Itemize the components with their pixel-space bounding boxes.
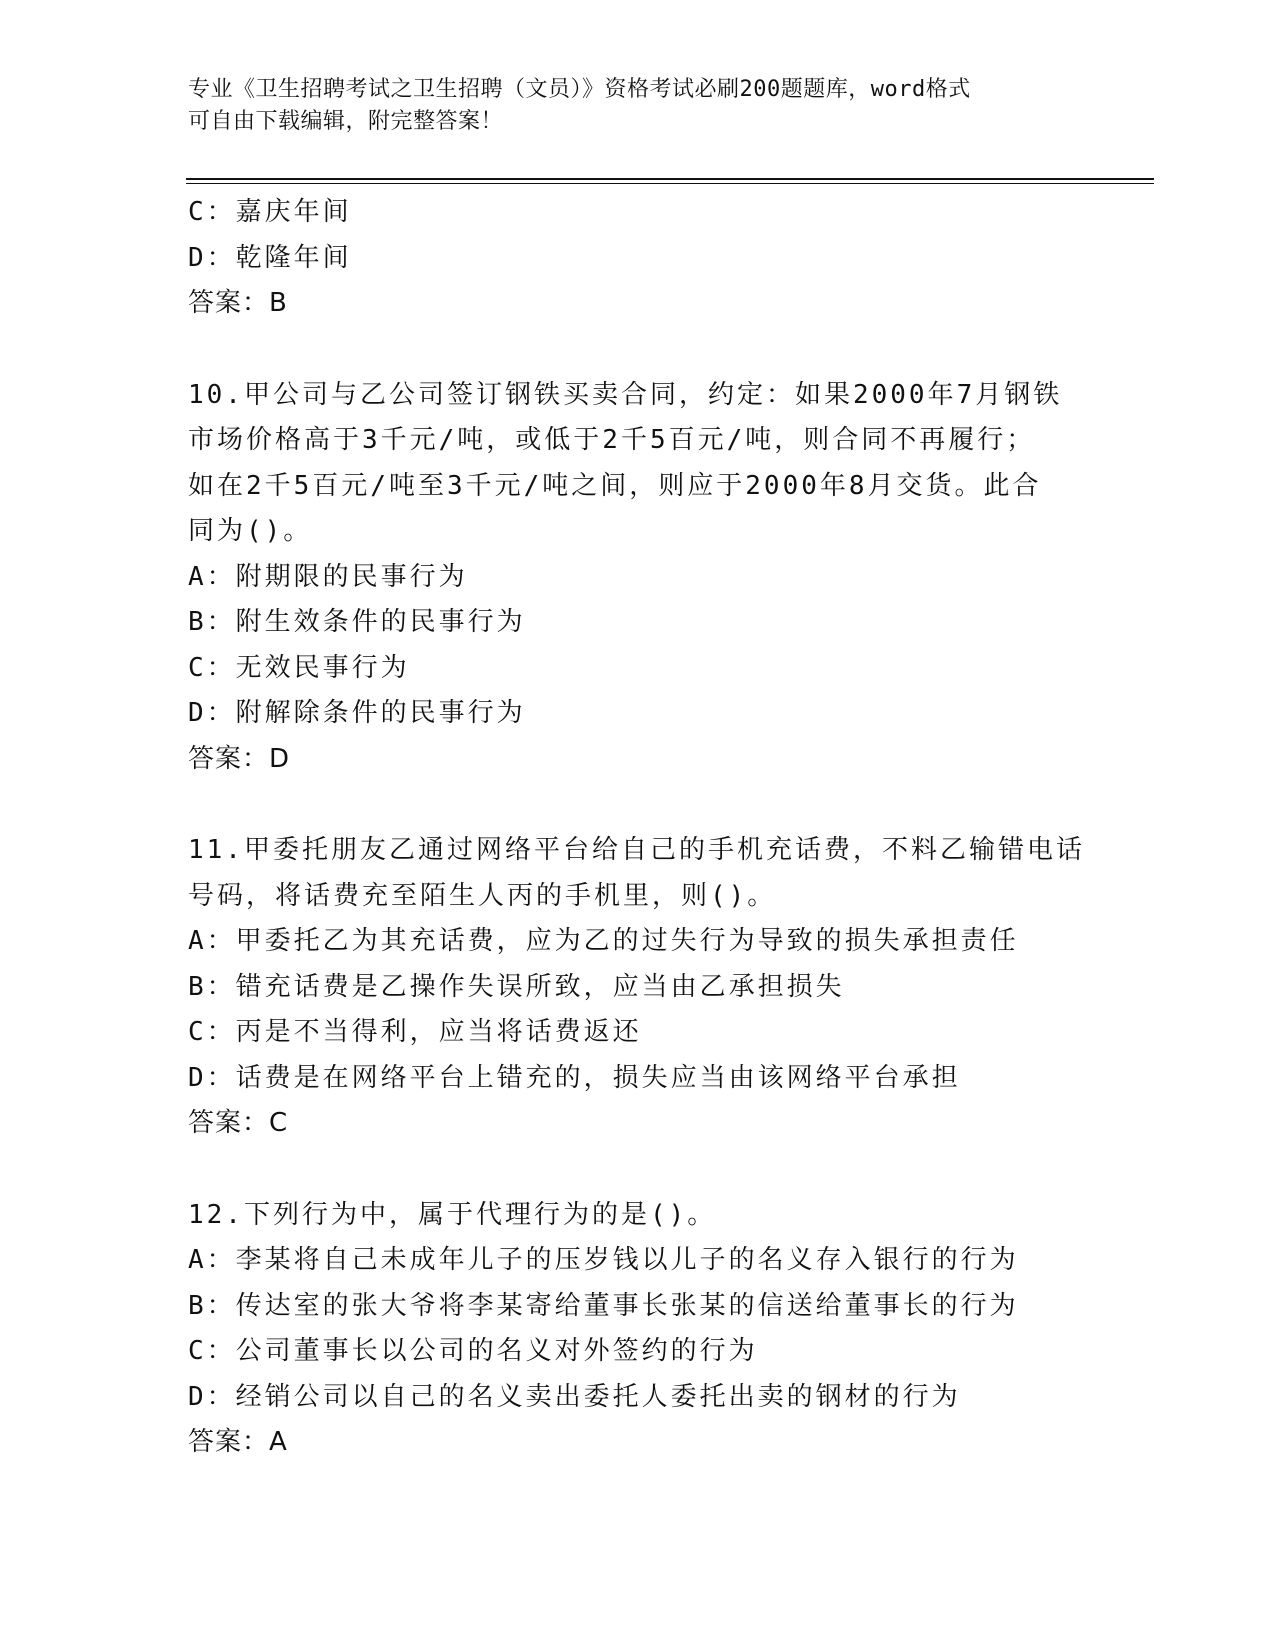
option-d: D：话费是在网络平台上错充的，损失应当由该网络平台承担 [188, 1062, 961, 1093]
option-b: B：附生效条件的民事行为 [188, 607, 526, 637]
option-a: A：李某将自己未成年儿子的压岁钱以儿子的名义存入银行的行为 [188, 1245, 1019, 1275]
option-a: A：附期限的民事行为 [188, 561, 468, 592]
question-12 [188, 1193, 1088, 1466]
option-c: C：丙是不当得利，应当将话费返还 [188, 1017, 642, 1047]
question-stem: 11.甲委托朋友乙通过网络平台给自己的手机充话费，不料乙输错电话 [188, 835, 1085, 865]
header-divider-thick [186, 178, 1154, 180]
question-10 [188, 373, 1088, 783]
question-spacer [188, 327, 1088, 373]
option-d: D：附解除条件的民事行为 [188, 698, 526, 728]
option-d: D：乾隆年间 [188, 242, 352, 273]
question-stem: 如在2千5百元/吨至3千元/吨之间，则应于2000年8月交货。此合 [188, 470, 1042, 501]
question-stem: 市场价格高于3千元/吨，或低于2千5百元/吨，则合同不再履行； [188, 425, 1036, 455]
option-a: A：甲委托乙为其充话费，应为乙的过失行为导致的损失承担责任 [188, 926, 1019, 956]
question-9-tail [188, 190, 1088, 327]
answer-line: 答案：A [188, 1427, 288, 1457]
question-stem: 10.甲公司与乙公司签订钢铁买卖合同，约定：如果2000年7月钢铁 [188, 379, 1063, 410]
option-c: C：无效民事行为 [188, 652, 410, 683]
question-stem: 12.下列行为中，属于代理行为的是()。 [188, 1199, 717, 1230]
answer-line: 答案：B [188, 288, 288, 318]
option-b: B：传达室的张大爷将李某寄给董事长张某的信送给董事长的行为 [188, 1290, 1019, 1321]
question-stem: 同为()。 [188, 516, 313, 546]
option-b: B：错充话费是乙操作失误所致，应当由乙承担损失 [188, 971, 845, 1002]
answer-line: 答案：D [188, 743, 291, 774]
header-divider-thin [186, 183, 1154, 184]
question-11 [188, 828, 1088, 1147]
document-header [188, 74, 1088, 138]
header-line-2: 可自由下载编辑，附完整答案！ [188, 109, 504, 134]
question-list [188, 190, 1088, 1466]
header-line-1: 专业《卫生招聘考试之卫生招聘（文员）》资格考试必刷200题题库，word格式 [188, 77, 971, 102]
question-spacer [188, 782, 1088, 828]
answer-line: 答案：C [188, 1108, 289, 1138]
option-c: C：嘉庆年间 [188, 197, 352, 227]
question-stem: 号码，将话费充至陌生人丙的手机里，则()。 [188, 880, 777, 911]
question-spacer [188, 1147, 1088, 1193]
option-d: D：经销公司以自己的名义卖出委托人委托出卖的钢材的行为 [188, 1381, 961, 1412]
option-c: C：公司董事长以公司的名义对外签约的行为 [188, 1336, 758, 1366]
